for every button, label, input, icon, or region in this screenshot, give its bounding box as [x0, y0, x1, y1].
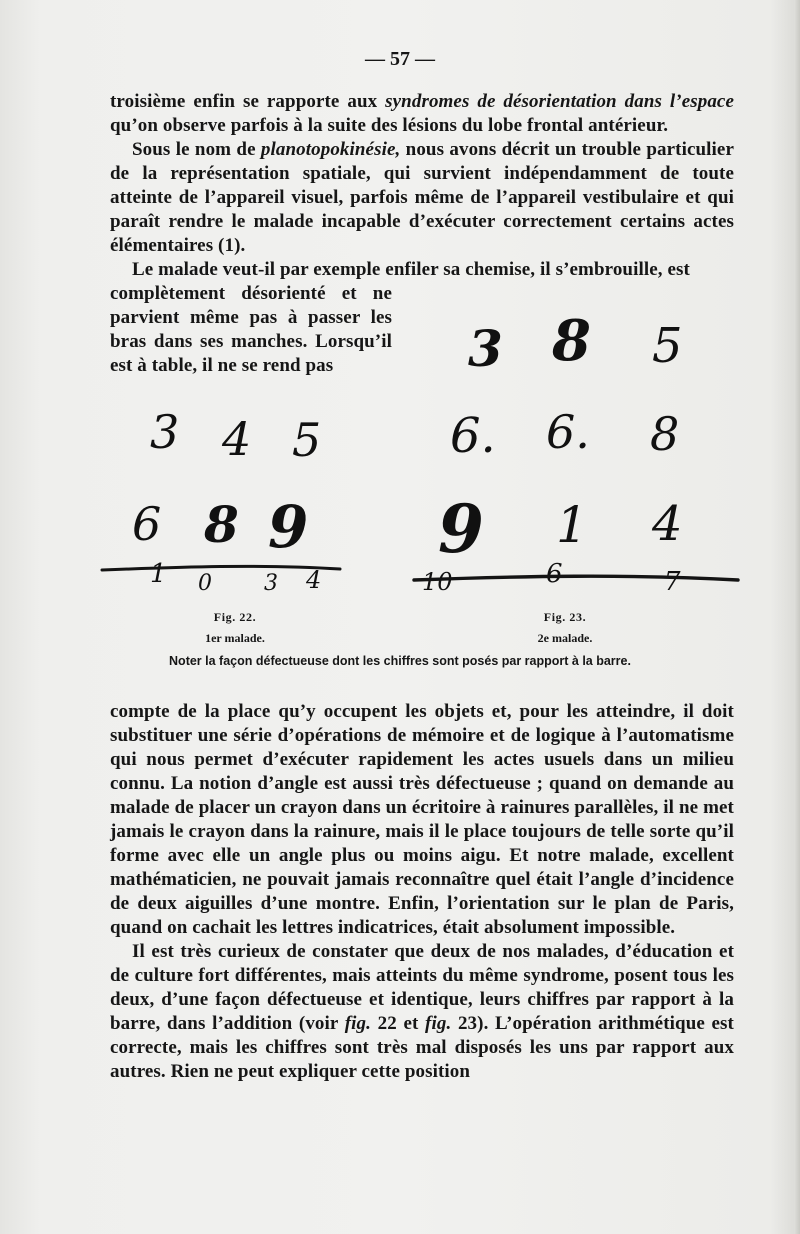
fig23-digit: 6. [546, 405, 590, 459]
fig22-caption: Fig. 22. [213, 610, 257, 624]
fig23-digit: 6. [450, 408, 496, 464]
figure-note: Noter la façon défectueuse dont les chiffres sont posés par rapport à la barre. [169, 654, 631, 668]
fig23-digit: 8 [552, 308, 591, 374]
fig22-digit: 8 [204, 495, 239, 554]
fig22-digit: 5 [292, 413, 322, 467]
paragraph-1: troisième enfin se rapporte aux syndromes de désorientation dans l’espace qu’on observe parfois à la suite des lésions du lobe frontal antérieur. [110, 91, 734, 136]
fig23-digit: 8 [650, 407, 680, 461]
paragraph-3-wrapped: complètement désorienté et ne parvient même pas à passer les bras dans ses manches. Lorsqu’il est à table, il ne se rend pas [110, 283, 392, 376]
fig23-digit: 1 [556, 496, 588, 554]
fig22-addition-bar [102, 566, 340, 570]
fig23-sum-digit: 7 [664, 567, 681, 597]
bottom-text [110, 700, 734, 1084]
fig22-digit: 9 [268, 493, 309, 561]
fig22-subcaption: 1er malade. [205, 631, 265, 645]
fig-23-digits [422, 308, 683, 597]
fig22-sum-digit: 1 [150, 559, 167, 589]
paragraph-4: Il est très curieux de constater que deux de nos malades, d’éducation et de culture fort différentes, mais atteints du même syndrome, posent tous les deux, d’une façon défectueuse et identique, leurs chiffres par rapport à la barre, dans l’addition (voir fig. 22 et fig. 23). L’opération arithmétique est correcte, mais les chiffres sont très mal disposés les uns par rapport aux autres. Rien ne peut expliquer cette position [110, 941, 734, 1082]
fig22-digit: 3 [150, 405, 180, 459]
fig23-sum-digit: 6 [546, 559, 563, 589]
fig22-sum-digit: 3 [264, 571, 278, 596]
paragraph-2: Sous le nom de planotopokinésie, nous avons décrit un trouble particulier de la représentation spatiale, qui survient indépendamment de toute atteinte de l’appareil visuel, parfois même de l’appareil vestibulaire et qui paraît rendre le malade incapable d’exécuter correctement certains actes élémentaires (1). [110, 139, 734, 256]
fig22-digit: 6 [132, 497, 162, 551]
fig23-digit: 4 [652, 496, 683, 552]
fig23-caption: Fig. 23. [543, 610, 587, 624]
fig22-sum-digit: 4 [306, 566, 322, 594]
fig22-digit: 4 [222, 412, 252, 466]
fig23-sum-digit: 10 [422, 568, 453, 596]
page-number: — 57 — [365, 48, 435, 70]
fig23-subcaption: 2e malade. [537, 631, 593, 645]
fig23-digit: 5 [652, 318, 683, 374]
fig23-digit: 9 [438, 490, 484, 568]
paragraph-3-first-line: Le malade veut-il par exemple enfiler sa chemise, il s’embrouille, est [132, 259, 690, 280]
paragraph-3-continued: compte de la place qu’y occupent les objets et, pour les atteindre, il doit substituer une série d’opérations de mémoire et de logique à l’automatisme qui nous permet d’exécuter rapidement les actes usuels dans un milieu connu. La notion d’angle est aussi très défectueuse ; quand on demande au malade de placer un crayon dans un écritoire à rainures parallèles, il ne met jamais le crayon dans la rainure, mais il le place toujours de telle sorte qu’il forme avec elle un angle plus ou moins aigu. Et notre malade, excellent mathématicien, ne pouvait jamais reconnaître quel était l’angle d’incidence de deux aiguilles d’une montre. Enfin, l’orientation sur le plan de Paris, quand on cachait les lettres indicatrices, était absolument impossible. [110, 701, 734, 938]
fig22-sum-digit: 0 [198, 571, 212, 596]
fig23-addition-bar [414, 576, 738, 580]
fig23-digit: 3 [468, 319, 503, 378]
